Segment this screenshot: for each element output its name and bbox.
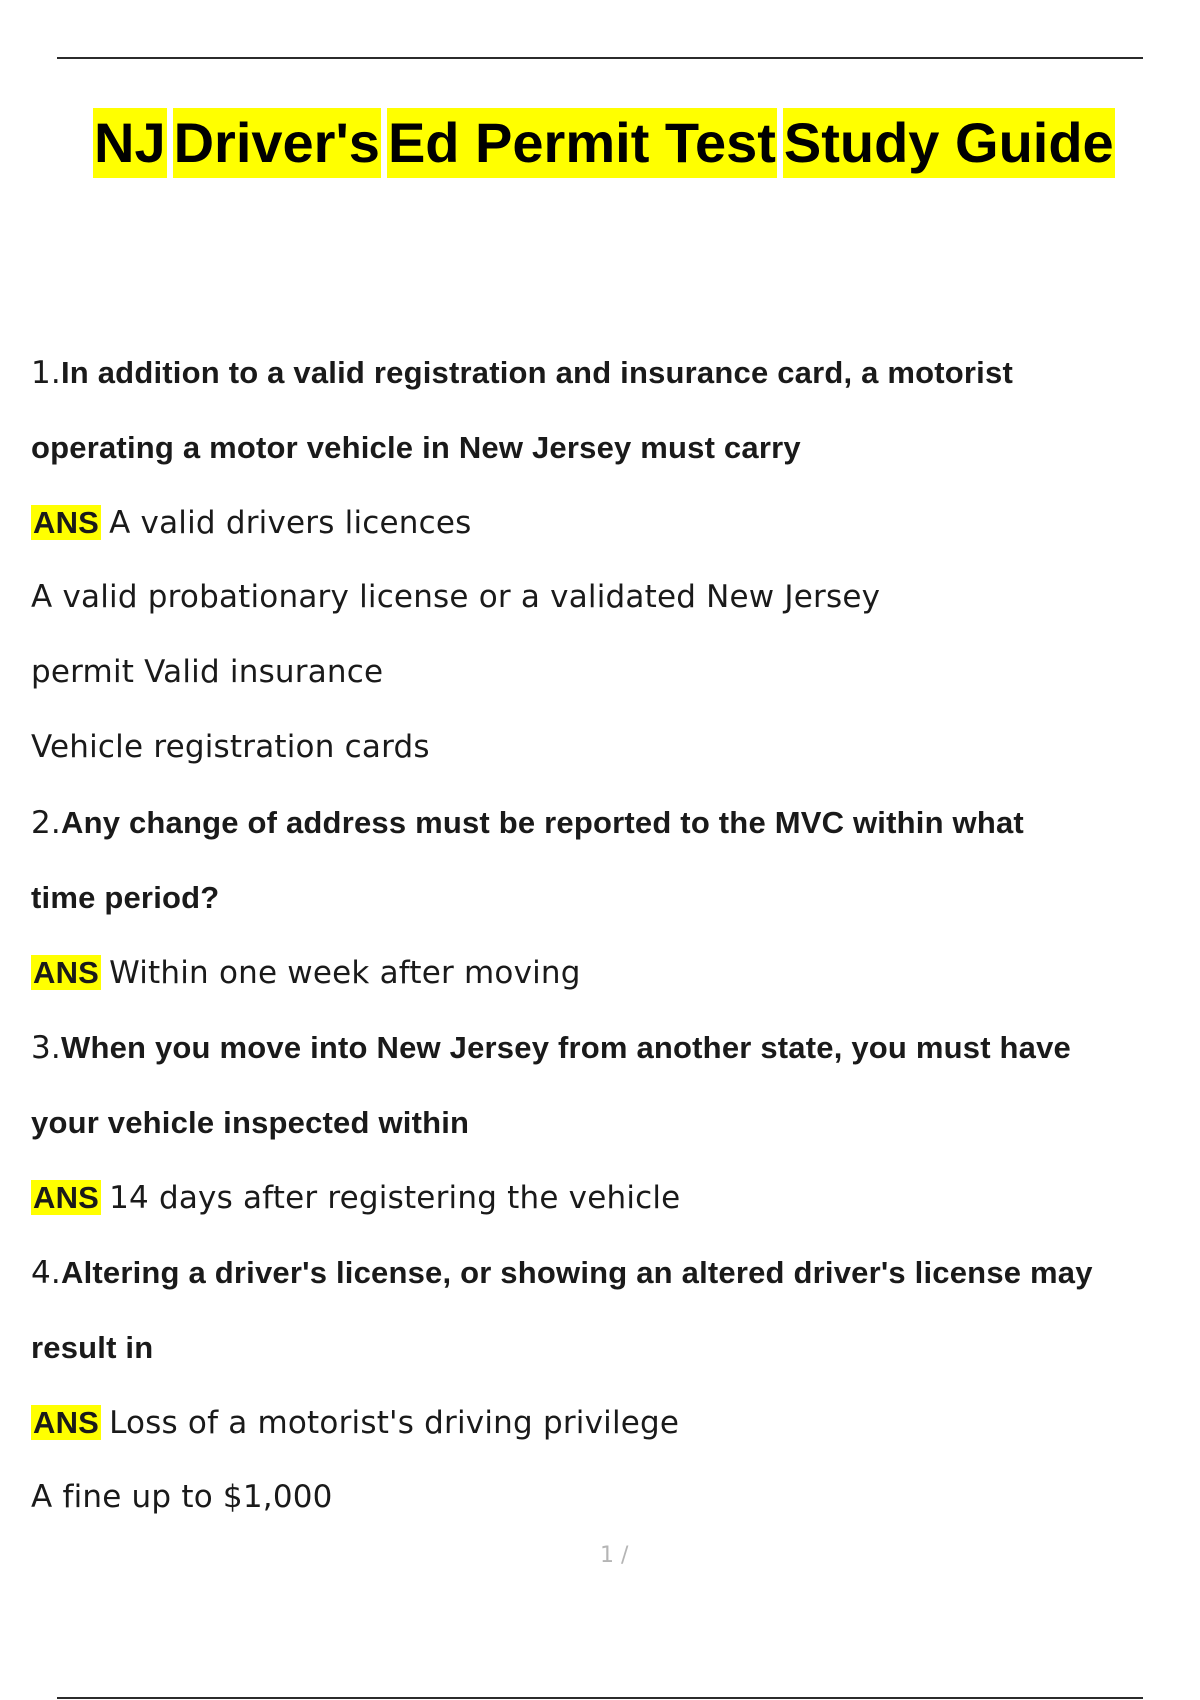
- answer-text: A valid drivers licences: [109, 505, 472, 541]
- title-word: Driver's: [173, 108, 381, 178]
- ans-label: ANS: [33, 1405, 100, 1440]
- ans-label: ANS: [33, 1180, 100, 1215]
- answer-extra-line: A fine up to $1,000: [31, 1479, 333, 1515]
- ans-label: ANS: [33, 955, 100, 990]
- answer-4: [31, 1385, 1151, 1460]
- question-number: 1.: [31, 355, 61, 391]
- question-text: When you move into New Jersey from another state, you must have: [60, 1030, 1071, 1065]
- question-text: Altering a driver's license, or showing an altered driver's license may: [60, 1255, 1093, 1290]
- answer-3: [31, 1160, 1151, 1235]
- title-word: Ed Permit Test: [387, 108, 777, 178]
- title-word: NJ: [93, 108, 167, 178]
- answer-extra-line: permit Valid insurance: [31, 654, 384, 690]
- question-3: [31, 1010, 1151, 1085]
- answer-2: [31, 935, 1151, 1010]
- bottom-rule: [57, 1697, 1143, 1699]
- answer-text: 14 days after registering the vehicle: [109, 1180, 681, 1216]
- top-rule: [57, 57, 1143, 59]
- question-1: [31, 335, 1151, 410]
- ans-label: ANS: [33, 505, 100, 540]
- question-number: 3.: [31, 1030, 61, 1066]
- study-guide-content: [31, 335, 1151, 1535]
- question-number: 2.: [31, 805, 61, 841]
- question-text-continued: your vehicle inspected within: [31, 1105, 470, 1140]
- answer-1: [31, 485, 1151, 560]
- question-number: 4.: [31, 1255, 61, 1291]
- answer-extra-line: A valid probationary license or a validated New Jersey: [31, 579, 881, 615]
- question-2: [31, 785, 1151, 860]
- answer-extra-line: Vehicle registration cards: [31, 729, 430, 765]
- page-number: 1 /: [600, 1543, 629, 1568]
- answer-text: Loss of a motorist's driving privilege: [109, 1405, 680, 1441]
- page-title: [93, 108, 1115, 178]
- question-text-continued: operating a motor vehicle in New Jersey must carry: [31, 430, 801, 465]
- question-text: In addition to a valid registration and insurance card, a motorist: [60, 355, 1013, 390]
- title-word: Study Guide: [783, 108, 1115, 178]
- question-text-continued: result in: [31, 1330, 154, 1365]
- question-text-continued: time period?: [31, 880, 220, 915]
- question-4: [31, 1235, 1151, 1310]
- question-text: Any change of address must be reported to the MVC within what: [60, 805, 1024, 840]
- answer-text: Within one week after moving: [109, 955, 581, 991]
